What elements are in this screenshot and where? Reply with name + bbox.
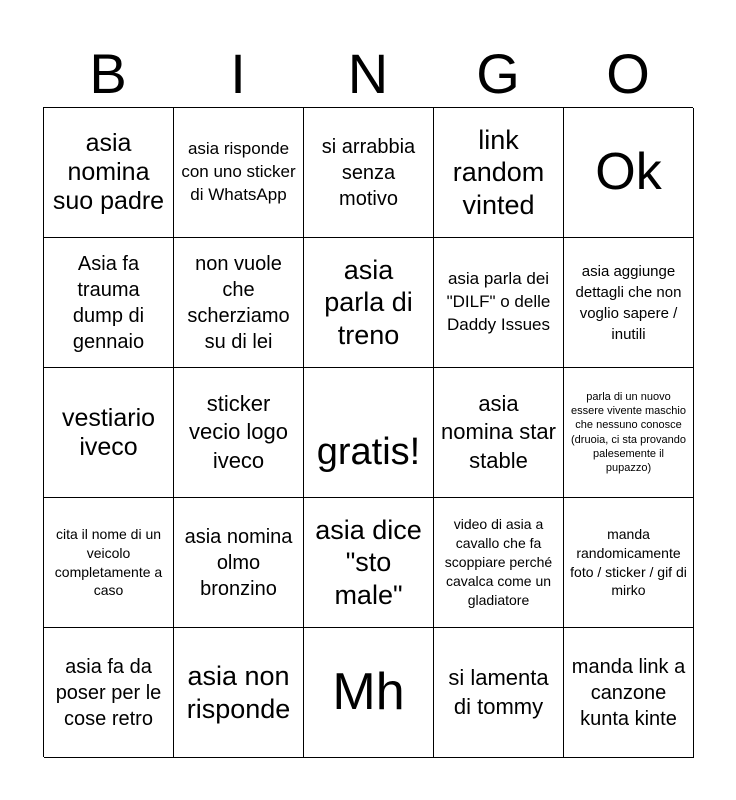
bingo-cell-r3c2[interactable]: [174, 368, 304, 498]
bingo-cell-r4c2[interactable]: [174, 498, 304, 628]
cell-text: asia parla dei "DILF" o delle Daddy Issues: [446, 269, 551, 334]
header-letter-o: O: [606, 42, 650, 105]
cell-text: cita il nome di un veicolo completamente a caso: [54, 525, 163, 599]
cell-text: non vuole che scherziamo su di lei: [187, 252, 290, 353]
cell-text: asia non risponde: [186, 661, 291, 724]
bingo-cell-r2c5[interactable]: [564, 238, 694, 368]
header-letter-b: B: [89, 42, 127, 105]
bingo-cell-r1c1[interactable]: [44, 108, 174, 238]
bingo-cell-r3c4[interactable]: [434, 368, 564, 498]
bingo-cell-r5c5[interactable]: [564, 628, 694, 758]
bingo-cell-r4c3[interactable]: [304, 498, 434, 628]
cell-text: Mh: [332, 662, 405, 721]
bingo-cell-r3c3[interactable]: [304, 368, 434, 498]
bingo-cell-r2c3[interactable]: [304, 238, 434, 368]
bingo-board: [43, 107, 693, 757]
bingo-cell-r5c2[interactable]: [174, 628, 304, 758]
cell-text: asia risponde con uno sticker di WhatsApp: [181, 139, 296, 204]
cell-text: asia nomina suo padre: [52, 129, 165, 215]
bingo-cell-r2c1[interactable]: [44, 238, 174, 368]
cell-text: Asia fa trauma dump di gennaio: [72, 252, 145, 353]
header-letter-i: I: [230, 42, 246, 105]
bingo-cell-r5c1[interactable]: [44, 628, 174, 758]
bingo-header: [43, 40, 693, 108]
bingo-cell-r1c4[interactable]: [434, 108, 564, 238]
cell-text: manda randomicamente foto / sticker / gif di mirko: [570, 525, 687, 599]
cell-text: si arrabbia senza motivo: [321, 135, 416, 210]
bingo-cell-r3c5[interactable]: [564, 368, 694, 498]
bingo-cell-r4c5[interactable]: [564, 498, 694, 628]
bingo-cell-r2c2[interactable]: [174, 238, 304, 368]
bingo-cell-r1c2[interactable]: [174, 108, 304, 238]
cell-text: manda link a canzone kunta kinte: [571, 655, 686, 730]
cell-text: Ok: [595, 142, 662, 201]
cell-text: si lamenta di tommy: [448, 664, 549, 719]
cell-text: asia dice "sto male": [315, 514, 422, 610]
bingo-cell-r2c4[interactable]: [434, 238, 564, 368]
bingo-cell-r5c4[interactable]: [434, 628, 564, 758]
bingo-cell-r5c3[interactable]: [304, 628, 434, 758]
bingo-cell-r1c3[interactable]: [304, 108, 434, 238]
cell-text: sticker vecio logo iveco: [188, 390, 289, 473]
bingo-cell-r4c1[interactable]: [44, 498, 174, 628]
cell-text: vestiario iveco: [61, 403, 156, 461]
cell-text: gratis!: [316, 430, 421, 473]
header-letter-g: G: [476, 42, 520, 105]
cell-text: link random vinted: [452, 124, 545, 220]
bingo-cell-r3c1[interactable]: [44, 368, 174, 498]
bingo-cell-r1c5[interactable]: [564, 108, 694, 238]
cell-text: parla di un nuovo essere vivente maschio che nessuno conosce (druoia, ci sta provando palesemente il pupazzo): [571, 390, 686, 475]
cell-text: asia aggiunge dettagli che non voglio sapere / inutili: [575, 262, 682, 343]
cell-text: asia fa da poser per le cose retro: [55, 655, 162, 730]
cell-text: asia nomina olmo bronzino: [184, 525, 293, 600]
cell-text: video di asia a cavallo che fa scoppiare perché cavalca come un gladiatore: [444, 516, 553, 608]
bingo-cell-r4c4[interactable]: [434, 498, 564, 628]
cell-text: asia nomina star stable: [441, 390, 556, 473]
header-letter-n: N: [347, 42, 389, 105]
cell-text: asia parla di treno: [324, 254, 413, 350]
